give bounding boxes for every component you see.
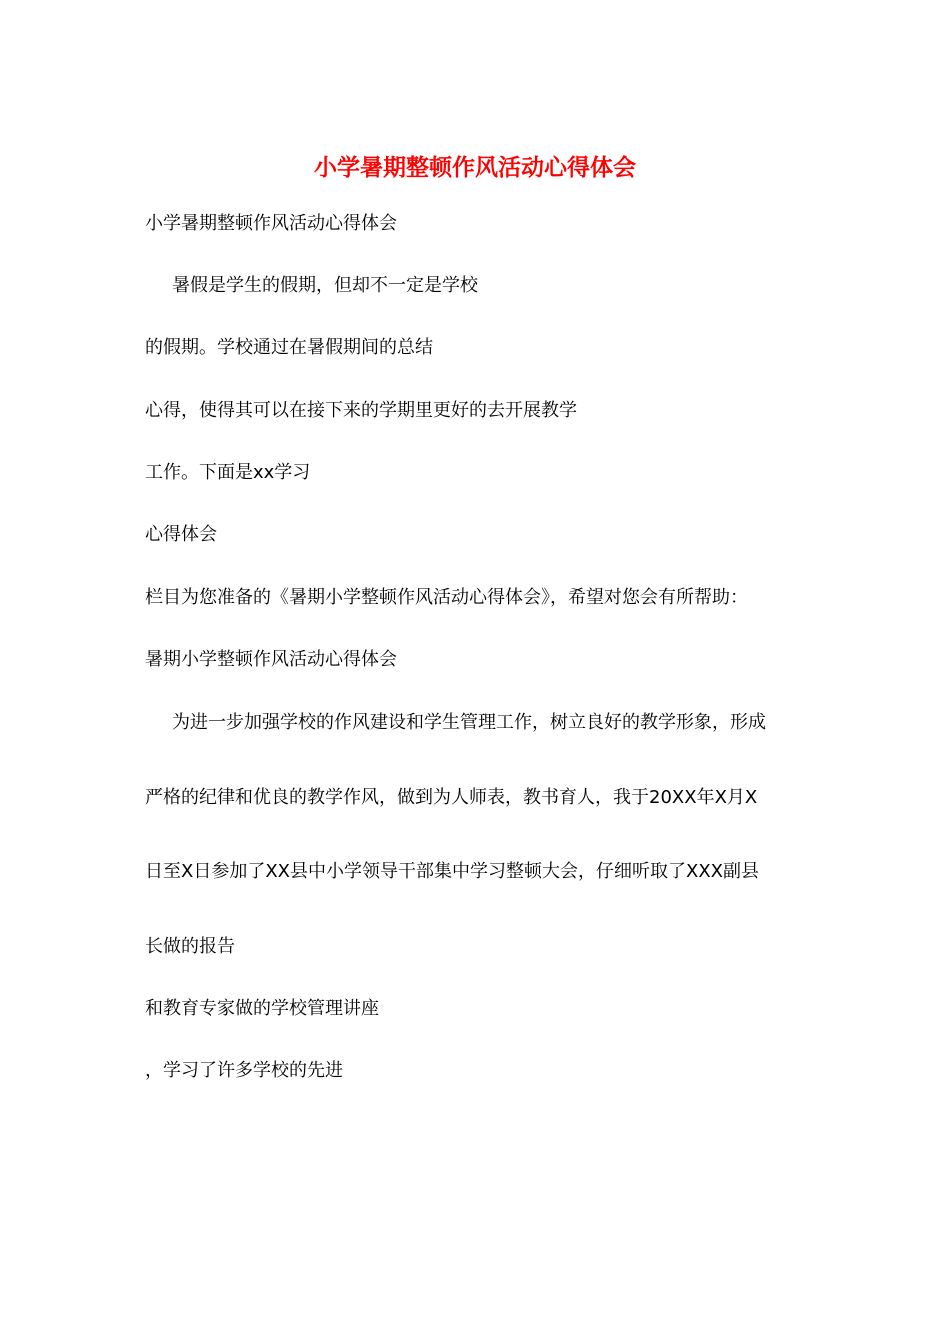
text-line: 的假期。学校通过在暑假期间的总结 [145, 337, 433, 358]
document-title: 小学暑期整顿作风活动心得体会 [314, 154, 636, 181]
text-line: 严格的纪律和优良的教学作风，做到为人师表，教书育人，我于20XX年X月X [145, 787, 758, 808]
text-line: 心得，使得其可以在接下来的学期里更好的去开展教学 [145, 400, 577, 421]
text-line: 心得体会 [145, 524, 217, 545]
text-line: ，学习了许多学校的先进 [145, 1060, 343, 1081]
text-line: 日至X日参加了XX县中小学领导干部集中学习整顿大会，仔细听取了XXX副县 [145, 861, 759, 882]
text-line: 长做的报告 [145, 936, 235, 957]
text-line: 小学暑期整顿作风活动心得体会 [145, 213, 397, 234]
text-line: 工作。下面是xx学习 [145, 462, 311, 483]
text-line: 暑期小学整顿作风活动心得体会 [145, 649, 397, 670]
text-line: 栏目为您准备的《暑期小学整顿作风活动心得体会》，希望对您会有所帮助： [145, 587, 748, 608]
text-line: 和教育专家做的学校管理讲座 [145, 998, 379, 1019]
text-line: 暑假是学生的假期，但却不一定是学校 [172, 275, 478, 296]
text-line: 为进一步加强学校的作风建设和学生管理工作，树立良好的教学形象，形成 [172, 712, 766, 733]
